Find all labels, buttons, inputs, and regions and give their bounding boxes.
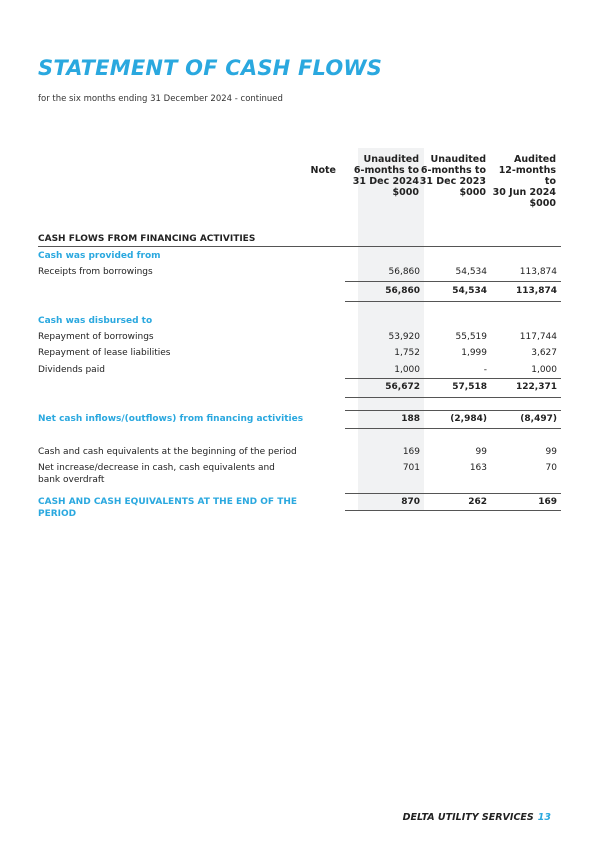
row-label: Net increase/decrease in cash, cash equivalents and bank overdraft	[38, 463, 275, 485]
row-value-col1: 701	[402, 463, 420, 473]
table-row	[38, 266, 561, 282]
table-row	[38, 462, 561, 490]
row-value-col2: -	[483, 365, 487, 375]
subtotal-rule	[345, 281, 561, 282]
col3-header-line1: Audited	[514, 154, 556, 165]
section-rule	[38, 246, 561, 247]
col1-header-line3: 31 Dec 2024	[352, 176, 419, 187]
row-value-col2: 262	[468, 497, 487, 507]
row-value-col1: 1,752	[394, 348, 420, 358]
provided-total-row	[38, 285, 561, 301]
row-value-col2: 54,534	[455, 267, 487, 277]
row-label: Net cash inflows/(outflows) from financing activities	[38, 414, 304, 424]
row-value-col1: 188	[401, 414, 420, 424]
subtotal-rule	[345, 378, 561, 379]
row-value-col3: 113,874	[516, 286, 557, 296]
provided-heading-row	[38, 250, 561, 266]
subtotal-rule	[345, 410, 561, 411]
row-value-col3: 122,371	[516, 382, 557, 392]
total-rule	[345, 301, 561, 302]
row-value-col2: 163	[469, 463, 487, 473]
provided-heading: Cash was provided from	[38, 251, 161, 261]
row-value-col2: 99	[475, 447, 487, 457]
page-title: STATEMENT OF CASH FLOWS	[38, 56, 383, 80]
subtotal-rule	[345, 493, 561, 494]
row-value-col3: 1,000	[531, 365, 557, 375]
row-label: Repayment of lease liabilities	[38, 348, 171, 358]
col3-header-line2: 12-months to	[498, 165, 556, 187]
row-value-col3: 3,627	[531, 348, 557, 358]
page-footer	[403, 812, 551, 823]
page-number: 13	[537, 812, 551, 823]
table-row	[38, 331, 561, 347]
row-label: Repayment of borrowings	[38, 332, 154, 342]
row-value-col3: 113,874	[519, 267, 557, 277]
disbursed-heading-row	[38, 315, 561, 331]
row-value-col2: 57,518	[452, 382, 487, 392]
total-rule	[345, 397, 561, 398]
row-value-col1: 1,000	[394, 365, 420, 375]
col3-header-line4: $000	[529, 198, 556, 209]
financing-section-heading: CASH FLOWS FROM FINANCING ACTIVITIES	[38, 234, 256, 244]
row-value-col3: 117,744	[519, 332, 557, 342]
row-value-col3: 70	[545, 463, 557, 473]
row-label: Receipts from borrowings	[38, 267, 153, 277]
table-row	[38, 446, 561, 462]
row-value-col1: 56,672	[385, 382, 420, 392]
disbursed-heading: Cash was disbursed to	[38, 316, 153, 326]
col3-header	[487, 154, 556, 209]
col2-header-line3: 31 Dec 2023	[419, 176, 486, 187]
table-row	[38, 347, 561, 363]
row-value-col1: 56,860	[385, 286, 420, 296]
row-value-col3: 169	[538, 497, 557, 507]
row-value-col2: 55,519	[455, 332, 487, 342]
col2-header-line4: $000	[459, 187, 486, 198]
row-value-col3: (8,497)	[520, 414, 557, 424]
row-value-col3: 99	[545, 447, 557, 457]
row-value-col1: 169	[402, 447, 420, 457]
net-financing-row	[38, 413, 561, 429]
total-rule	[345, 510, 561, 511]
row-value-col1: 56,860	[388, 267, 420, 277]
col1-header-line4: $000	[392, 187, 419, 198]
row-label: CASH AND CASH EQUIVALENTS AT THE END OF THE PERIOD	[38, 497, 298, 519]
row-value-col2: 1,999	[461, 348, 487, 358]
row-label: Cash and cash equivalents at the beginning of the period	[38, 447, 297, 457]
footer-company: DELTA UTILITY SERVICES	[402, 812, 534, 823]
col1-header-line1: Unaudited	[363, 154, 419, 165]
disbursed-total-row	[38, 381, 561, 397]
row-value-col2: (2,984)	[450, 414, 487, 424]
page-subtitle: for the six months ending 31 December 2024 - continued	[38, 94, 283, 104]
col1-header	[350, 154, 419, 198]
col2-header	[417, 154, 486, 198]
col2-header-line1: Unaudited	[430, 154, 486, 165]
col3-header-line3: 30 Jun 2024	[492, 187, 556, 198]
total-rule	[345, 428, 561, 429]
col1-header-line2: 6-months to	[353, 165, 419, 176]
row-label: Dividends paid	[38, 365, 105, 375]
col2-header-line2: 6-months to	[420, 165, 486, 176]
row-value-col1: 53,920	[388, 332, 420, 342]
row-value-col1: 870	[401, 497, 420, 507]
note-column-header: Note	[310, 165, 336, 176]
row-value-col2: 54,534	[452, 286, 487, 296]
